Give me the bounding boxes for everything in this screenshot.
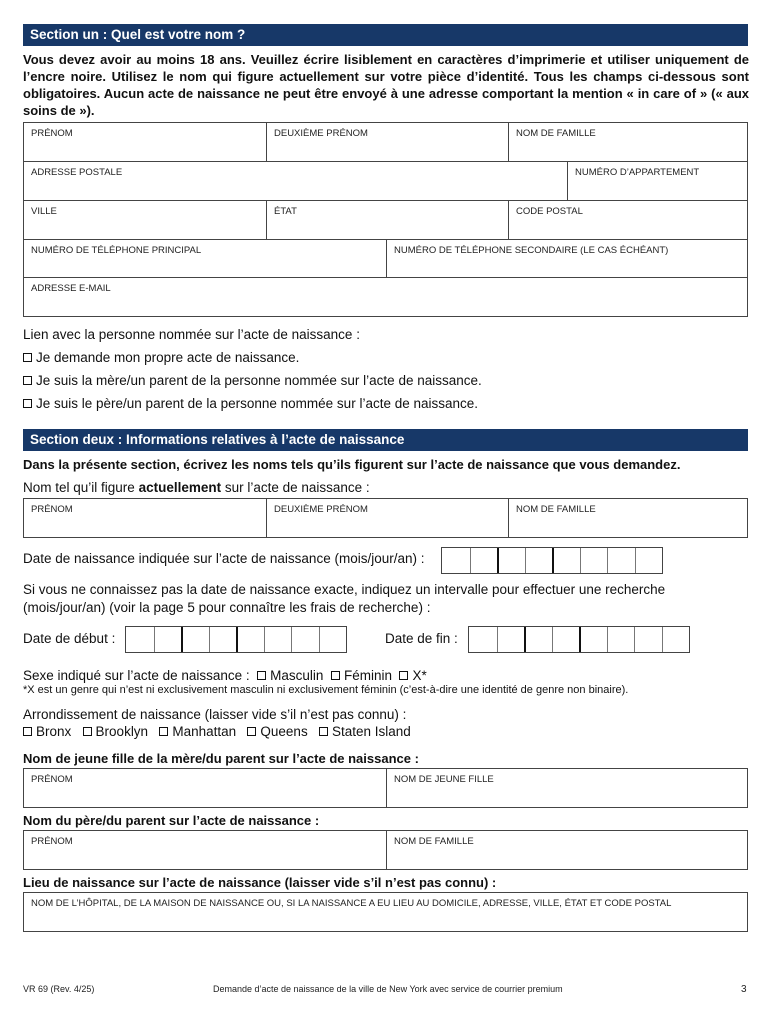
child-name-row (23, 498, 748, 538)
zip-field[interactable] (508, 201, 747, 239)
place-row (23, 892, 748, 932)
section-one-intro: Vous devez avoir au moins 18 ans. Veuillez écrire lisiblement en caractères d’imprimerie et utiliser uniquement de l’encre noire. Utilisez le nom qui figure actuellement sur votre pièce d’identité. Tous les champs ci-dessous sont obligatoires. Aucun acte de naissance ne peut être envoyé à une adresse comportant la mention « in care of » (« aux soins de »). (23, 52, 749, 118)
mailing-address-label: ADRESSE POSTALE (31, 167, 123, 178)
checkbox[interactable] (257, 671, 266, 680)
apartment-field[interactable] (567, 162, 747, 200)
place-heading: Lieu de naissance sur l’acte de naissance (laisser vide s’il n’est pas connu) : (23, 875, 497, 890)
mother-first-name-field[interactable] (24, 769, 386, 807)
mother-heading: Nom de jeune fille de la mère/du parent sur l’acte de naissance : (23, 751, 419, 766)
checkbox[interactable] (23, 353, 32, 362)
mother-maiden-name-label: NOM DE JEUNE FILLE (394, 774, 494, 785)
x-note: *X est un genre qui n’est ni exclusivement masculin ni exclusivement féminin (c’est-à-dire une identité de genre non binaire). (23, 684, 629, 696)
father-name-row (23, 830, 748, 870)
checkbox[interactable] (331, 671, 340, 680)
range-text-2: (mois/jour/an) (voir la page 5 pour connaître les frais de recherche) : (23, 600, 431, 615)
checkbox[interactable] (159, 727, 168, 736)
borough-manhattan[interactable]: Manhattan (172, 724, 237, 739)
relation-option-father[interactable] (23, 396, 478, 411)
apartment-label: NUMÉRO D’APPARTEMENT (575, 167, 700, 178)
city-row (23, 200, 748, 240)
borough-queens[interactable]: Queens (260, 724, 308, 739)
checkbox[interactable] (23, 399, 32, 408)
checkbox[interactable] (319, 727, 328, 736)
name-row (23, 122, 748, 162)
email-row (23, 277, 748, 317)
phone-secondary-field[interactable] (386, 240, 747, 277)
phone-secondary-label: NUMÉRO DE TÉLÉPHONE SECONDAIRE (LE CAS ÉCHÉANT) (394, 245, 669, 256)
email-field[interactable] (24, 278, 747, 316)
current-name-bold: actuellement (138, 480, 222, 495)
child-first-name-label: PRÉNOM (31, 504, 73, 515)
section-one-header: Section un : Quel est votre nom ? (23, 24, 748, 46)
sex-option-x[interactable]: X* (412, 668, 427, 683)
child-middle-name-field[interactable] (266, 499, 508, 537)
phone-primary-field[interactable] (24, 240, 386, 277)
state-field[interactable] (266, 201, 508, 239)
middle-name-label: DEUXIÈME PRÉNOM (274, 128, 368, 139)
first-name-label: PRÉNOM (31, 128, 73, 139)
last-name-label: NOM DE FAMILLE (516, 128, 596, 139)
child-middle-name-label: DEUXIÈME PRÉNOM (274, 504, 368, 515)
end-date-label: Date de fin : (385, 631, 458, 646)
checkbox[interactable] (399, 671, 408, 680)
sex-row (23, 668, 427, 683)
child-first-name-field[interactable] (24, 499, 266, 537)
start-date-label: Date de début : (23, 631, 116, 646)
relation-label: Lien avec la personne nommée sur l’acte de naissance : (23, 327, 360, 342)
footer-title: Demande d’acte de naissance de la ville de New York avec service de courrier premium (213, 984, 563, 994)
start-date-boxes[interactable] (125, 626, 347, 653)
phone-primary-label: NUMÉRO DE TÉLÉPHONE PRINCIPAL (31, 245, 202, 256)
middle-name-field[interactable] (266, 123, 508, 161)
checkbox[interactable] (83, 727, 92, 736)
current-name-post: sur l’acte de naissance : (221, 480, 370, 495)
relation-option-father-label: Je suis le père/un parent de la personne nommée sur l’acte de naissance. (36, 396, 479, 411)
footer-form-id: VR 69 (Rev. 4/25) (23, 984, 95, 994)
borough-label: Arrondissement de naissance (laisser vide s’il n’est pas connu) : (23, 707, 407, 722)
mother-maiden-name-field[interactable] (386, 769, 747, 807)
borough-staten-island[interactable]: Staten Island (331, 724, 411, 739)
address-row (23, 161, 748, 201)
city-label: VILLE (31, 206, 57, 217)
child-last-name-field[interactable] (508, 499, 747, 537)
place-of-birth-field[interactable] (24, 893, 747, 931)
city-field[interactable] (24, 201, 266, 239)
state-label: ÉTAT (274, 206, 297, 217)
relation-option-self-label: Je demande mon propre acte de naissance. (36, 350, 300, 365)
mailing-address-field[interactable] (24, 162, 567, 200)
borough-brooklyn[interactable]: Brooklyn (95, 724, 149, 739)
current-name-label (23, 480, 370, 495)
child-last-name-label: NOM DE FAMILLE (516, 504, 596, 515)
phone-row (23, 239, 748, 278)
father-last-name-label: NOM DE FAMILLE (394, 836, 474, 847)
relation-option-mother[interactable] (23, 373, 482, 388)
relation-option-mother-label: Je suis la mère/un parent de la personne nommée sur l’acte de naissance. (36, 373, 482, 388)
end-date-boxes[interactable] (468, 626, 690, 653)
borough-options (23, 724, 411, 739)
footer-page-number: 3 (741, 984, 747, 995)
last-name-field[interactable] (508, 123, 747, 161)
sex-option-male[interactable]: Masculin (270, 668, 324, 683)
range-text-1: Si vous ne connaissez pas la date de naissance exacte, indiquez un intervalle pour effectuer une recherche (23, 582, 666, 597)
section-two-header: Section deux : Informations relatives à l’acte de naissance (23, 429, 748, 451)
father-first-name-field[interactable] (24, 831, 386, 869)
first-name-field[interactable] (24, 123, 266, 161)
checkbox[interactable] (247, 727, 256, 736)
sex-label: Sexe indiqué sur l’acte de naissance : (23, 668, 250, 683)
checkbox[interactable] (23, 376, 32, 385)
place-of-birth-label: NOM DE L’HÔPITAL, DE LA MAISON DE NAISSANCE OU, SI LA NAISSANCE A EU LIEU AU DOMICILE, ADRESSE, VILLE, ÉTAT ET CODE POSTAL (31, 898, 672, 909)
relation-option-self[interactable] (23, 350, 299, 365)
zip-label: CODE POSTAL (516, 206, 583, 217)
dob-label: Date de naissance indiquée sur l’acte de naissance (mois/jour/an) : (23, 551, 425, 566)
sex-option-female[interactable]: Féminin (343, 668, 392, 683)
mother-name-row (23, 768, 748, 808)
email-label: ADRESSE E-MAIL (31, 283, 111, 294)
father-heading: Nom du père/du parent sur l’acte de naissance : (23, 813, 320, 828)
father-first-name-label: PRÉNOM (31, 836, 73, 847)
section-two-intro: Dans la présente section, écrivez les noms tels qu’ils figurent sur l’acte de naissance que vous demandez. (23, 457, 681, 472)
current-name-pre: Nom tel qu’il figure (23, 480, 139, 495)
father-last-name-field[interactable] (386, 831, 747, 869)
mother-first-name-label: PRÉNOM (31, 774, 73, 785)
checkbox[interactable] (23, 727, 32, 736)
dob-date-boxes[interactable] (441, 547, 663, 574)
borough-bronx[interactable]: Bronx (36, 724, 72, 739)
